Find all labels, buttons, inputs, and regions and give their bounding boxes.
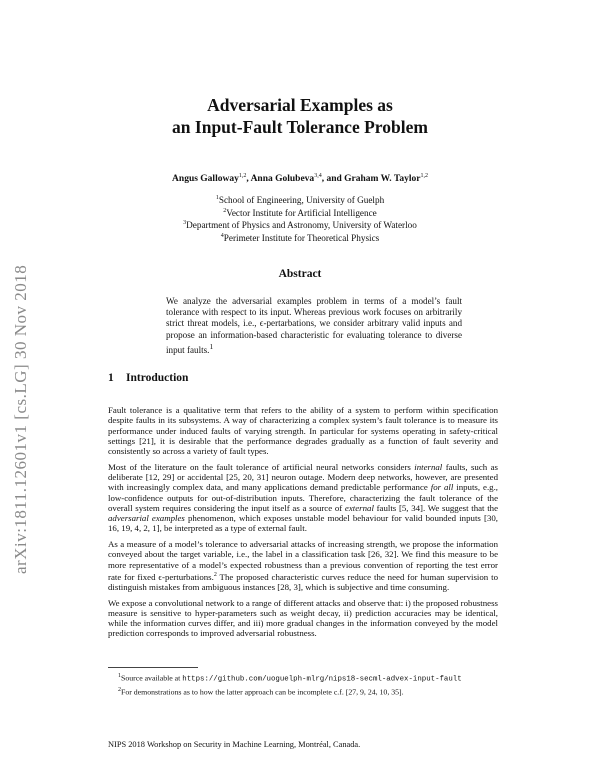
- author-affiliation-mark: 3,4: [314, 173, 322, 179]
- emphasis: adversarial examples: [108, 513, 185, 523]
- source-link[interactable]: https://github.com/uoguelph-mlrg/nips18-secml-advex-input-fault: [182, 675, 462, 684]
- abstract-text: We analyze the adversarial examples problem in terms of a model’s fault tolerance with respect to its input. Whereas previous work focuses on arbitrarily strict threat models, i.e., ϵ-pertarbations, we consider arbitrary valid inputs and propose an information-based characteristic for evaluating tolerance to diverse input faults.$^1$: [166, 296, 462, 355]
- paragraph: We expose a convolutional network to a range of different attacks and observe that: i) the proposed robustness measure is sensitive to hyper-parameters such as weight decay, ii) prediction accuracies may be identical, while the information curves differ, and iii) more gradual changes in the information conveyed by the model prediction corresponds to improved adversarial robustness.: [108, 597, 498, 639]
- emphasis: external: [344, 502, 374, 513]
- arxiv-identifier-stamp: arXiv:1811.12601v1 [cs.LG] 30 Nov 2018: [11, 264, 30, 574]
- author-affiliation-mark: 1,2: [238, 173, 247, 179]
- author-name: Angus Galloway: [172, 174, 239, 185]
- footnotes: [108, 671, 498, 698]
- paragraph: Fault tolerance is a qualitative term that refers to the ability of a system to perform within specification despite faults in its subsystems. A way of characterizing a complex system’s fault tolerance is to measure its performance under induced faults of varying strength. In particular for systems operating in safety-critical settings [21], it is desirable that the performance degrades gradually as a function of fault severity and consistently so across a variety of fault types.: [108, 405, 498, 456]
- author-separator: ,: [246, 174, 251, 185]
- footnote-divider: [108, 667, 198, 668]
- affiliation: $^4$Perimeter Institute for Theoretical Physics: [220, 232, 380, 243]
- section-title: Introduction: [126, 372, 189, 384]
- affiliation: $^1$School of Engineering, University of Guelph: [215, 195, 385, 206]
- author-list: [0, 173, 600, 184]
- paper-title-line-2: an Input-Fault Tolerance Problem: [172, 117, 428, 137]
- section-heading-introduction: [108, 372, 188, 384]
- author-name: Anna Golubeva: [250, 174, 315, 185]
- author-affiliation-mark: 1,2: [420, 173, 428, 179]
- section-number: 1: [108, 372, 114, 384]
- affiliation-list: [0, 193, 600, 243]
- affiliation: $^3$Department of Physics and Astronomy, University of Waterloo: [183, 220, 417, 231]
- footnote: $^1$Source available at https://github.com/uoguelph-mlrg/nips18-secml-advex-input-fault: [118, 673, 462, 684]
- paragraph: As a measure of a model’s tolerance to adversarial attacks of increasing strength, we propose the information conveyed about the target variable, i.e., the label in a classification task [26, 32]. We find this measure to be more representative of a model’s expected robustness than a previous convention of reporting the test error rate for fixed ϵ-perturbations.$^2$ The proposed characteristic curves reduce the need for human supervision to distinguish mistakes from ambiguous instances [28, 3], which is subjective and time consuming.: [108, 539, 498, 592]
- introduction-body: [108, 405, 498, 644]
- abstract-heading: Abstract: [278, 268, 322, 280]
- emphasis: for all: [430, 482, 454, 493]
- author-separator: , and: [321, 174, 345, 185]
- footnote: $^2$For demonstrations as to how the latter approach can be incomplete c.f. [27, 9, 24, 10, 35].: [118, 687, 404, 697]
- paragraph: Most of the literature on the fault tolerance of artificial neural networks considers internal faults, such as deliberate [12, 29] or accidental [25, 20, 31] neuron outage. Modern deep networks, however, are presented with increasingly complex data, and many applications demand predictable performance for all inputs, e.g., low-confidence outputs for out-of-distribution inputs. Therefore, characterizing the fault tolerance of the overall system requires considering the input itself as a source of external faults [5, 34]. We suggest that the adversarial examples phenomenon, which exposes unstable model behaviour for valid bounded inputs [30, 16, 19, 4, 2, 1], be interpreted as a type of external fault.: [108, 461, 498, 534]
- author-name: Graham W. Taylor: [344, 174, 421, 185]
- footnote-mark[interactable]: 2: [213, 571, 217, 578]
- emphasis: internal: [414, 461, 443, 472]
- venue-footer: NIPS 2018 Workshop on Security in Machine Learning, Montréal, Canada.: [108, 740, 361, 749]
- affiliation: $^2$Vector Institute for Artificial Intelligence: [223, 207, 377, 218]
- paper-title-line-1: Adversarial Examples as: [207, 95, 393, 115]
- footnote-mark[interactable]: 1: [209, 341, 214, 351]
